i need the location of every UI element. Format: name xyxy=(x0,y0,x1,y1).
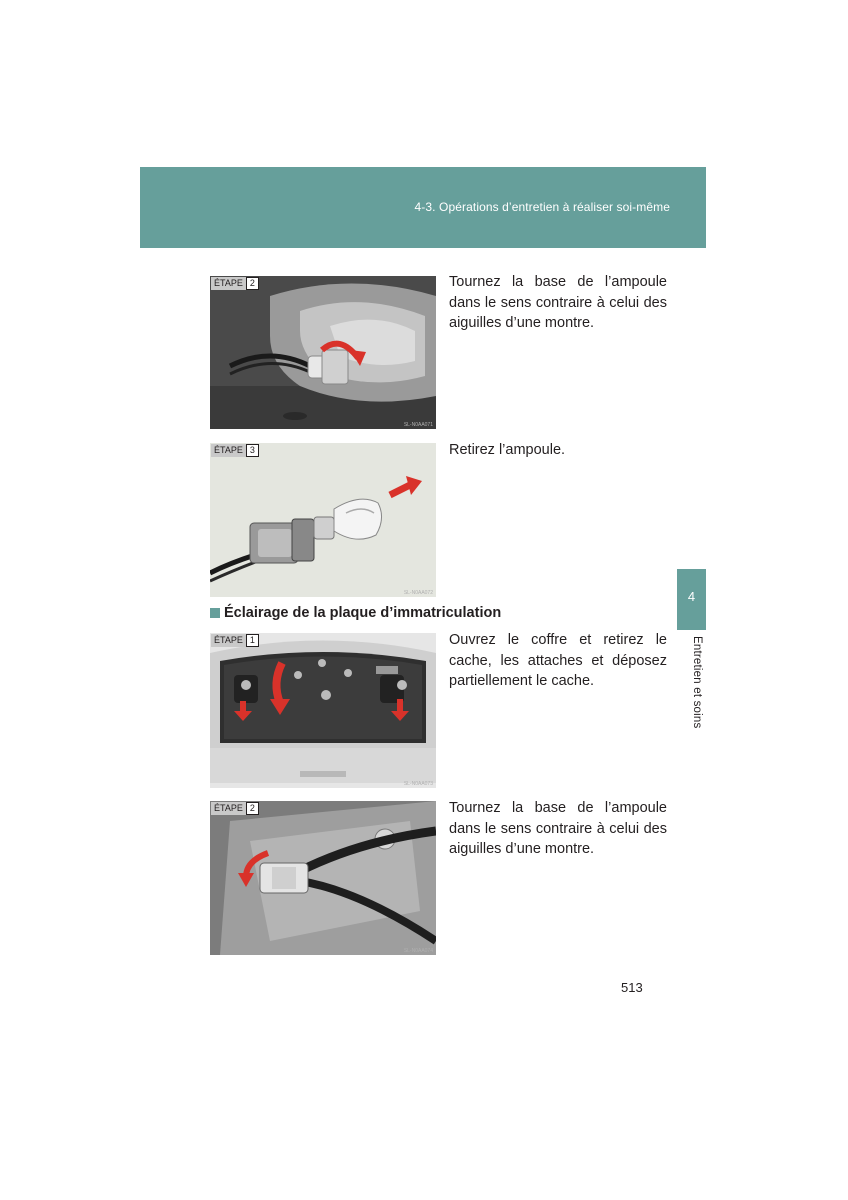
step-text: Tournez la base de l’ampoule dans le sens contraire à celui des aiguilles d’une montre. xyxy=(449,800,667,857)
step-badge xyxy=(211,802,259,815)
step-text: Ouvrez le coffre et retirez le cache, les attaches et déposez partiellement le cache. xyxy=(449,632,667,689)
step-badge-number: 2 xyxy=(246,277,259,290)
step-badge-number: 1 xyxy=(246,634,259,647)
figure-code: SL-N0AA074 xyxy=(403,948,433,954)
trunk-illustration xyxy=(210,633,436,788)
chapter-tab-label: Entretien et soins xyxy=(691,636,703,729)
step-badge-word: ÉTAPE xyxy=(211,634,246,647)
socket-illustration xyxy=(210,276,436,429)
chapter-tab xyxy=(677,569,706,630)
step-badge-word: ÉTAPE xyxy=(211,802,246,815)
section-heading xyxy=(210,605,501,621)
figure-step-2-plate-socket xyxy=(210,801,436,955)
chapter-header xyxy=(140,167,706,248)
bulb-illustration xyxy=(210,443,436,597)
section-square-icon xyxy=(210,608,220,618)
figure-step-3-remove-bulb xyxy=(210,443,436,597)
section-title: Éclairage de la plaque d’immatriculation xyxy=(224,605,502,621)
figure-code: SL-N0AA071 xyxy=(403,422,433,428)
step-badge xyxy=(211,634,259,647)
step-badge xyxy=(211,277,259,290)
plate-socket-illustration xyxy=(210,801,436,955)
step-badge-word: ÉTAPE xyxy=(211,277,246,290)
step-text: Tournez la base de l’ampoule dans le sens contraire à celui des aiguilles d’une montre. xyxy=(449,274,667,331)
figure-code: SL-N0AA073 xyxy=(403,781,433,787)
chapter-tab-number: 4 xyxy=(687,589,696,604)
step-badge-word: ÉTAPE xyxy=(211,444,246,457)
page-number: 513 xyxy=(621,980,643,995)
figure-step-1-trunk-cover xyxy=(210,633,436,788)
chapter-title: 4-3. Opérations d’entretien à réaliser soi-même xyxy=(414,200,670,214)
figure-code: SL-N0AA072 xyxy=(403,590,433,596)
step-badge xyxy=(211,444,259,457)
step-text: Retirez l’ampoule. xyxy=(449,442,566,458)
figure-step-2-socket xyxy=(210,276,436,429)
step-badge-number: 3 xyxy=(246,444,259,457)
step-badge-number: 2 xyxy=(246,802,259,815)
